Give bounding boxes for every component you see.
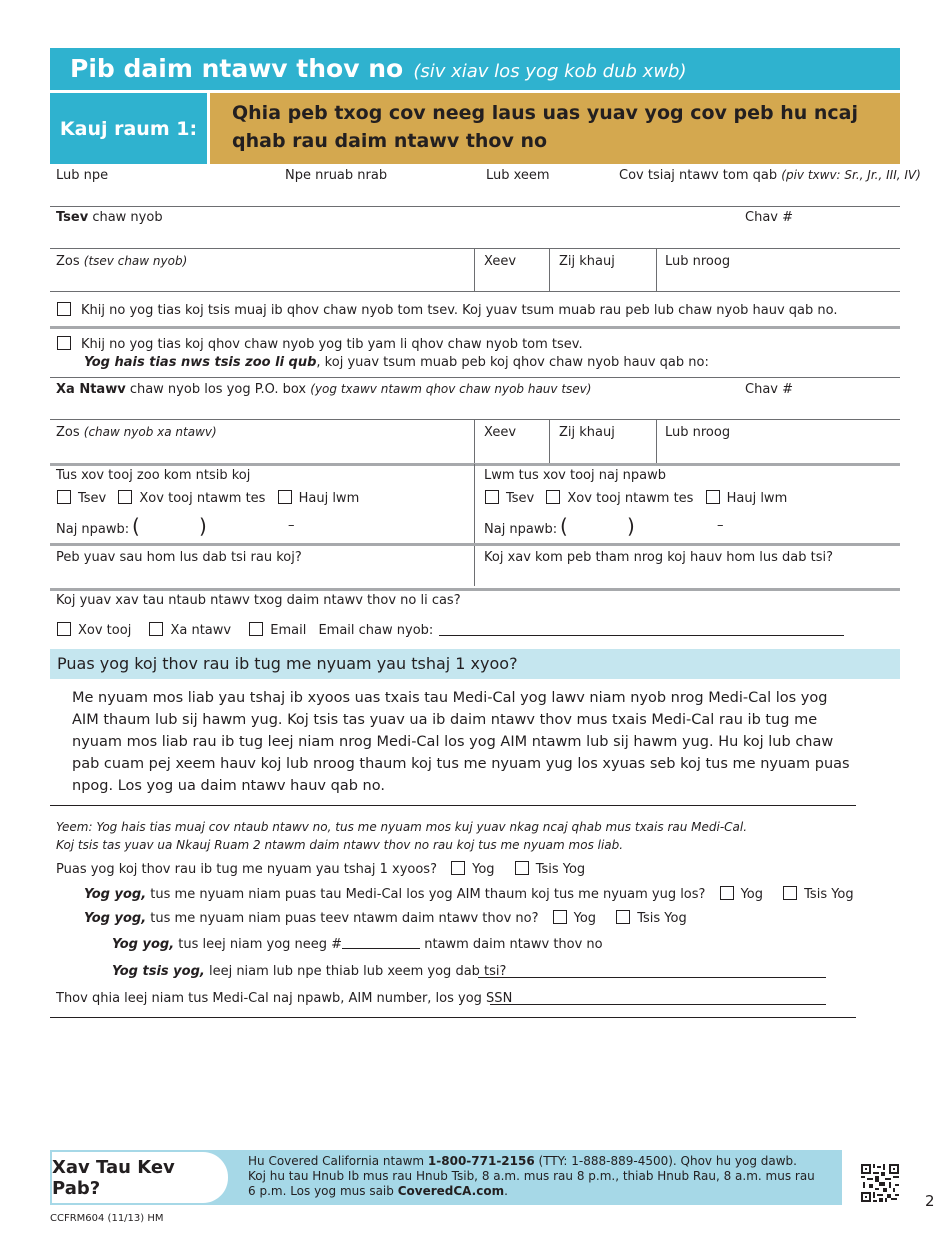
mailing-city-label: Zos (chaw nyob xa ntawv) — [56, 425, 217, 440]
mother-name-field[interactable] — [478, 977, 826, 978]
primary-phone-home-checkbox[interactable] — [57, 490, 71, 504]
secondary-phone-home-checkbox[interactable] — [485, 490, 499, 504]
no-home-address-row: Khij no yog tias koj tsis muaj ib qhov chaw nyob tom tsev. Koj yuav tsum muab rau peb lub chaw nyob hauv qab no. — [57, 302, 838, 318]
infant-info-paragraph: Me nyuam mos liab yau tshaj ib xyoos uas txais tau Medi-Cal yog lawv niam nyob nrog Medi-Cal los yog AIM thaum lub sij hawm yug. Koj tsis tas yuav ua ib daim ntawv thov mus txais Medi-Cal rau ib tug me nyuam mos liab rau ib tug leej niam nrog Medi-Cal los yog AIM ntawm lub sij hawm yug. Hu koj lub chaw pab cuam pej xeem hauv koj lub nroog thaum koj tus me nyuam yug los xyuas seb koj tus me nyuam puas npog. Los yog ua daim ntawv hauv qab no. — [72, 690, 850, 794]
same-address-note: Yog hais tias nws tsis zoo li qub, koj yuav tsum muab peb koj qhov chaw nyob hauv qab no: — [84, 355, 709, 370]
mother-medical-row: Yog yog, tus me nyuam niam puas tau Medi-Cal los yog AIM thaum koj tus me nyuam yug los? Yog Tsis Yog — [84, 887, 854, 902]
primary-phone-work-checkbox[interactable] — [278, 490, 292, 504]
form-title-bar — [50, 48, 900, 90]
primary-phone-cell-checkbox[interactable] — [118, 490, 132, 504]
section-label: Kauj raum 1: — [50, 93, 207, 164]
home-address-label: Tsev chaw nyob — [56, 210, 163, 225]
primary-phone-type: Tsev Xov tooj ntawm tes Hauj lwm — [57, 490, 367, 506]
mother-medical-yes-checkbox[interactable] — [720, 886, 734, 900]
written-language-field[interactable] — [50, 546, 474, 588]
home-state-label: Xeev — [484, 254, 517, 269]
mother-id-field[interactable] — [490, 1004, 826, 1005]
optional-note-1: Yeem: Yog hais tias muaj cov ntaub ntawv no, tus me nyuam mos kuj yuav nkag ncaj qhab mus txais rau Medi-Cal. — [56, 820, 748, 834]
first-name-label: Lub npe — [56, 168, 109, 183]
home-apt-label: Chav # — [745, 210, 794, 225]
mother-person-number-field[interactable] — [342, 937, 420, 949]
infant-section-title: Puas yog koj thov rau ib tug me nyuam yau tshaj 1 xyoo? — [50, 649, 900, 679]
mother-medical-no-checkbox[interactable] — [783, 886, 797, 900]
primary-phone-open-paren: ( — [132, 514, 140, 538]
contact-mail-checkbox[interactable] — [149, 622, 163, 636]
same-address-row: Khij no yog tias koj qhov chaw nyob yog tib yam li qhov chaw nyob tom tsev. — [57, 336, 583, 352]
secondary-phone-number-field[interactable] — [558, 515, 888, 541]
form-subtitle: (siv xiav los yog kob dub xwb) — [413, 61, 687, 82]
email-address-field[interactable] — [439, 635, 844, 636]
mother-listed-yes-checkbox[interactable] — [553, 910, 567, 924]
contact-phone-checkbox[interactable] — [57, 622, 71, 636]
last-name-label: Lub xeem — [486, 168, 550, 183]
mailing-state-label: Xeev — [484, 425, 517, 440]
home-city-label: Zos (tsev chaw nyob) — [56, 254, 188, 269]
help-text: Hu Covered California ntawm 1-800-771-2156 (TTY: 1-888-889-4500). Qhov hu yog dawb. Koj hu tau Hnub Ib mus rau Hnub Tsib, 8 a.m. mus rau 8 p.m., thiab Hnub Rau, 8 a.m. mus rau 6 p.m. Los yog mus saib CoveredCA.com. — [248, 1154, 815, 1198]
infant-yes-checkbox[interactable] — [451, 861, 465, 875]
contact-pref-options: Xov tooj Xa ntawv Email Email chaw nyob: — [57, 622, 433, 638]
secondary-phone-work-checkbox[interactable] — [706, 490, 720, 504]
covered-ca-link[interactable]: CoveredCA.com — [397, 1184, 505, 1198]
section-title: Qhia peb txog cov neeg laus uas yuav yog cov peb hu ncaj qhab rau daim ntawv thov no — [210, 93, 900, 164]
home-zip-label: Zij khauj — [559, 254, 615, 269]
form-id: CCFRM604 (11/13) HM — [50, 1213, 164, 1224]
no-home-address-checkbox[interactable] — [57, 302, 71, 316]
primary-phone-close-paren: ) — [199, 514, 207, 538]
mailing-apt-label: Chav # — [745, 382, 794, 397]
help-title: Xav Tau Kev Pab? — [52, 1152, 228, 1203]
secondary-phone-open-paren: ( — [560, 514, 568, 538]
secondary-phone-cell-checkbox[interactable] — [546, 490, 560, 504]
mailing-address-field[interactable] — [50, 378, 900, 419]
same-address-checkbox[interactable] — [57, 336, 71, 350]
secondary-phone-number-label: Naj npawb: — [484, 522, 558, 537]
qr-code-icon — [861, 1164, 899, 1202]
page-number: 2 — [925, 1192, 935, 1210]
written-language-label: Peb yuav sau hom lus dab tsi rau koj? — [56, 550, 302, 565]
mailing-address-label: Xa Ntawv chaw nyob los yog P.O. box (yog txawv ntawm qhov chaw nyob hauv tsev) — [56, 382, 592, 397]
secondary-phone-type: Tsev Xov tooj ntawm tes Hauj lwm — [485, 490, 795, 506]
secondary-phone-title: Lwm tus xov tooj naj npawb — [484, 468, 667, 483]
secondary-phone-dash: – — [717, 518, 724, 533]
mother-name-row: Yog tsis yog, leej niam lub npe thiab lub xeem yog dab tsi? — [112, 964, 507, 979]
infant-no-checkbox[interactable] — [515, 861, 529, 875]
mailing-county-label: Lub nroog — [665, 425, 731, 440]
mother-person-number-row: Yog yog, tus leej niam yog neeg # ntawm daim ntawv thov no — [112, 937, 603, 952]
primary-phone-number-label: Naj npawb: — [56, 522, 130, 537]
mother-listed-no-checkbox[interactable] — [616, 910, 630, 924]
contact-email-checkbox[interactable] — [249, 622, 263, 636]
name-field[interactable] — [50, 165, 900, 206]
mother-listed-row: Yog yog, tus me nyuam niam puas teev ntawm daim ntawv thov no? Yog Tsis Yog — [84, 911, 687, 926]
primary-phone-number-field[interactable] — [130, 515, 460, 541]
primary-phone-title: Tus xov tooj zoo kom ntsib koj — [56, 468, 251, 483]
secondary-phone-close-paren: ) — [627, 514, 635, 538]
suffix-label: Cov tsiaj ntawv tom qab (piv txwv: Sr., Jr., III, IV) — [619, 168, 921, 183]
infant-question-row: Puas yog koj thov rau ib tug me nyuam yau tshaj 1 xyoos? Yog Tsis Yog — [56, 862, 586, 877]
home-county-label: Lub nroog — [665, 254, 731, 269]
spoken-language-label: Koj xav kom peb tham nrog koj hauv hom lus dab tsi? — [484, 550, 834, 565]
form-title: Pib daim ntawv thov no — [70, 54, 404, 83]
primary-phone-dash: – — [288, 518, 295, 533]
mother-id-row: Thov qhia leej niam tus Medi-Cal naj npawb, AIM number, los yog SSN — [56, 991, 513, 1006]
mailing-zip-label: Zij khauj — [559, 425, 615, 440]
email-address-label: Email chaw nyob: — [318, 623, 434, 638]
middle-name-label: Npe nruab nrab — [285, 168, 388, 183]
spoken-language-field[interactable] — [475, 546, 900, 588]
home-address-field[interactable] — [50, 207, 900, 248]
optional-note-2: Koj tsis tas yuav ua Nkauj Ruam 2 ntawm daim ntawv thov no rau koj tus me nyuam mos liab. — [56, 838, 624, 852]
contact-pref-question: Koj yuav xav tau ntaub ntawv txog daim ntawv thov no li cas? — [56, 593, 461, 608]
